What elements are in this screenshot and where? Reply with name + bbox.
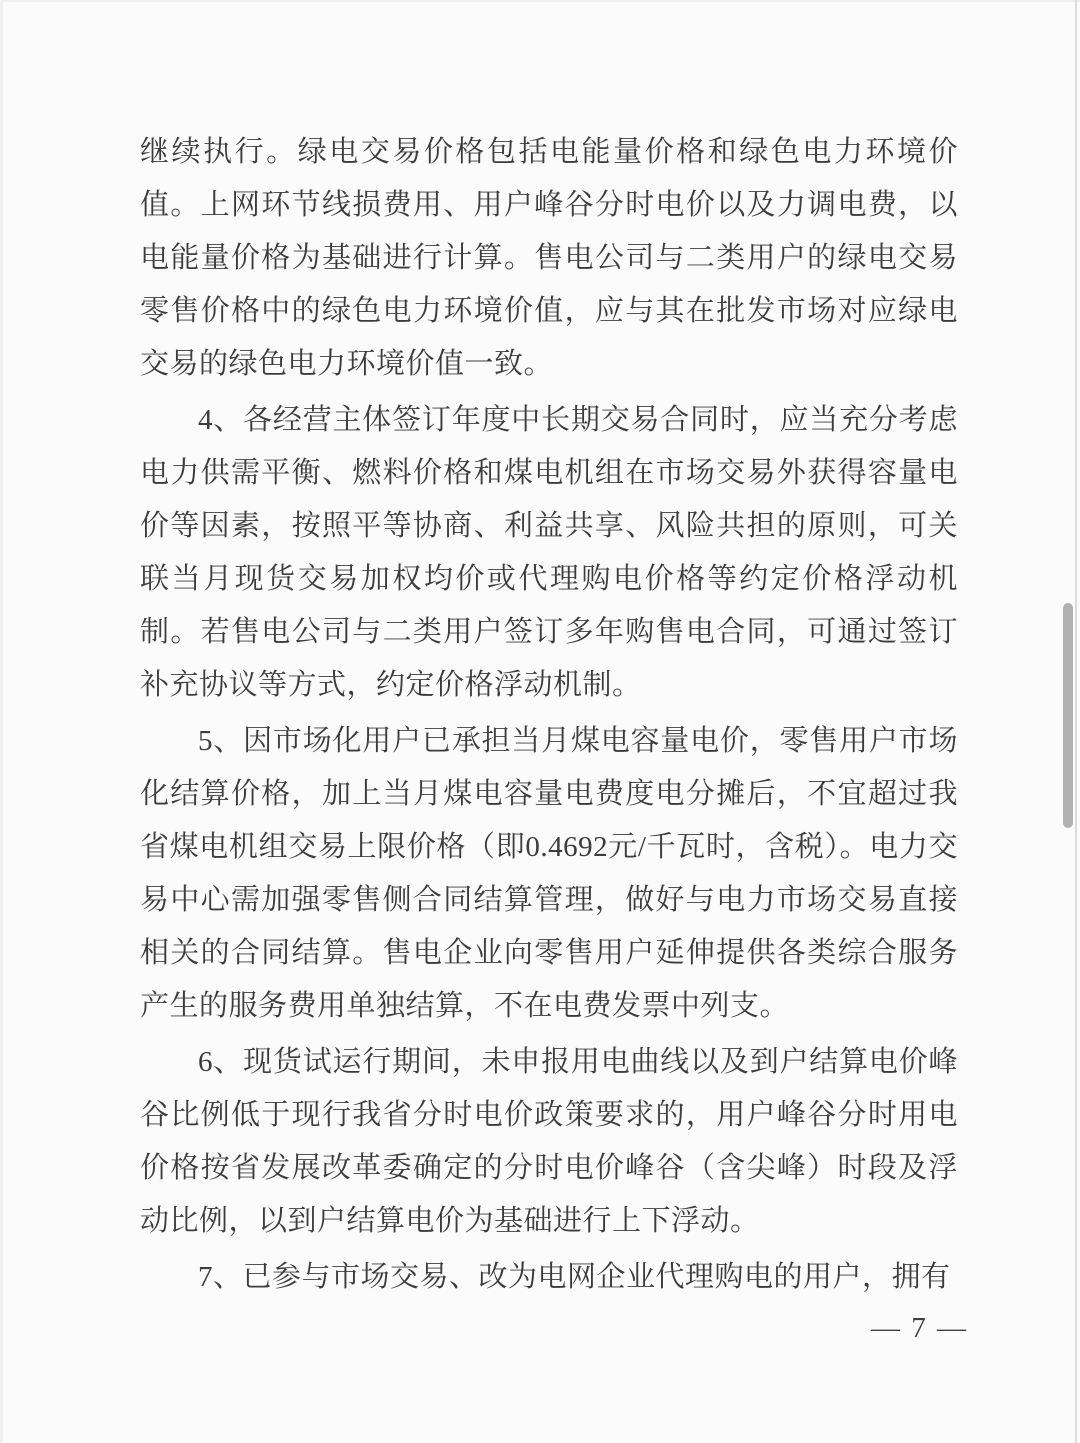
paragraph-item-7: 7、已参与市场交易、改为电网企业代理购电的用户，拥有	[198, 1261, 951, 1293]
page-edge-line	[1075, 0, 1077, 1443]
paragraph-item-5: 5、因市场化用户已承担当月煤电容量电价，零售用户市场化结算价格，加上当月煤电容量电费度电分摊后，不宜超过我省煤电机组交易上限价格（即0.4692元/千瓦时，含税）。电力交易中心需加强零售侧合同结算管理，做好与电力市场交易直接相关的合同结算。售电企业向零售用户延伸提供各类综合服务产生的服务费用单独结算，不在电费发票中列支。	[140, 725, 958, 1022]
paragraph-item-6: 6、现货试运行期间，未申报用电曲线以及到户结算电价峰谷比例低于现行我省分时电价政策要求的，用户峰谷分时用电价格按省发展改革委确定的分时电价峰谷（含尖峰）时段及浮动比例，以到户结算电价为基础进行上下浮动。	[140, 1046, 958, 1237]
paragraph-continuation: 继续执行。绿电交易价格包括电能量价格和绿色电力环境价值。上网环节线损费用、用户峰谷分时电价以及力调电费，以电能量价格为基础进行计算。售电公司与二类用户的绿电交易零售价格中的绿色电力环境价值，应与其在批发市场对应绿电交易的绿色电力环境价值一致。	[140, 136, 958, 380]
document-text-block	[140, 126, 958, 1304]
scan-edge-top	[0, 0, 1080, 2]
page-number: — 7 —	[871, 1312, 968, 1344]
scrollbar-thumb[interactable]	[1063, 603, 1073, 828]
scan-edge-left	[0, 0, 3, 1443]
paragraph-item-4: 4、各经营主体签订年度中长期交易合同时，应当充分考虑电力供需平衡、燃料价格和煤电机组在市场交易外获得容量电价等因素，按照平等协商、利益共享、风险共担的原则，可关联当月现货交易加权均价或代理购电价格等约定价格浮动机制。若售电公司与二类用户签订多年购售电合同，可通过签订补充协议等方式，约定价格浮动机制。	[140, 404, 958, 701]
